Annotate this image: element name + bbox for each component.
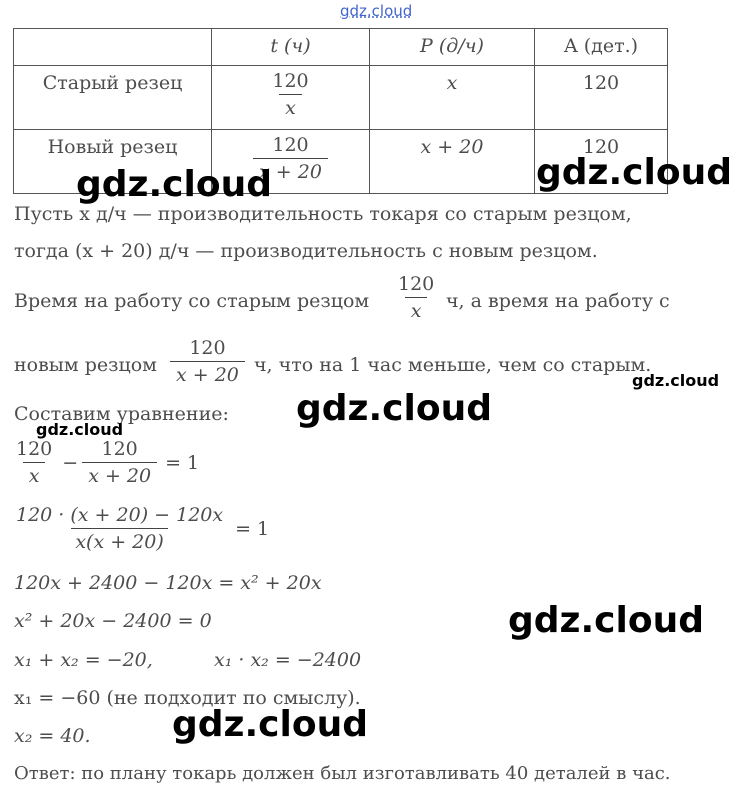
table-header-empty [14,29,212,66]
frac-num: 120 [16,438,53,460]
text-line-4a: новым резцом [14,354,157,376]
frac-num: 120 [272,134,309,156]
table-header-t: t (ч) [212,29,370,66]
row-label: Старый резец [14,66,212,130]
frac-den: x + 20 [253,158,328,185]
equation-3: 120x + 2400 − 120x = x² + 20x [14,572,322,594]
minus-sign: − [62,451,79,474]
frac-num: 120 [101,438,138,460]
equation-2 [10,502,269,555]
equation-1 [10,436,199,489]
watermark: gdz.cloud [296,388,492,429]
equation-6: x₁ = −60 (не подходит по смыслу). [14,687,361,709]
text-line-2: тогда (x + 20) д/ч — производительность с новым резцом. [14,240,598,262]
row-t-fraction [212,66,370,130]
row-label: Новый резец [14,130,212,194]
frac-den: x [279,94,302,121]
watermark: gdz.cloud [36,420,124,439]
text-line-1: Пусть x д/ч — производительность токаря со старым резцом, [14,203,632,225]
table-row [14,66,668,130]
frac-den: x [405,297,428,324]
text-line-5: Составим уравнение: [14,403,229,425]
fraction-new [170,335,245,388]
answer-line: Ответ: по плану токарь должен был изготавливать 40 деталей в час. [14,763,671,784]
equals-rhs: = 1 [165,451,200,474]
frac-num: 120 [272,70,309,92]
table-header-p: P (д/ч) [370,29,535,66]
equation-7: x₂ = 40. [14,725,91,747]
text-line-4b: ч, что на 1 час меньше, чем со старым. [254,354,652,376]
watermark: gdz.cloud [508,600,704,641]
frac-num: 120 [398,273,435,295]
table-header-a: A (дет.) [535,29,668,66]
text-line-3b: ч, а время на работу с [446,290,670,312]
equation-5a: x₁ + x₂ = −20, [14,649,153,671]
watermark: gdz.cloud [172,704,368,745]
equation-4: x² + 20x − 2400 = 0 [14,610,212,632]
watermark: gdz.cloud [536,152,732,193]
row-p: x [370,66,535,130]
frac-den: x(x + 20) [71,528,167,555]
row-p: x + 20 [370,130,535,194]
frac-den: x + 20 [170,361,245,388]
text-line-3a: Время на работу со старым резцом [14,290,370,312]
row-a: 120 [535,130,668,194]
frac-num: 120 · (x + 20) − 120x [16,504,224,526]
watermark-top: gdz.cloud [340,2,413,20]
frac-num: 120 [189,337,226,359]
row-a: 120 [535,66,668,130]
fraction-old [392,271,440,324]
frac-den: x [23,462,46,489]
watermark: gdz.cloud [632,371,720,390]
watermark: gdz.cloud [76,164,272,205]
equation-5b: x₁ · x₂ = −2400 [214,649,362,671]
equals-rhs: = 1 [235,517,270,540]
table-header-row [14,29,668,66]
frac-den: x + 20 [82,462,157,489]
